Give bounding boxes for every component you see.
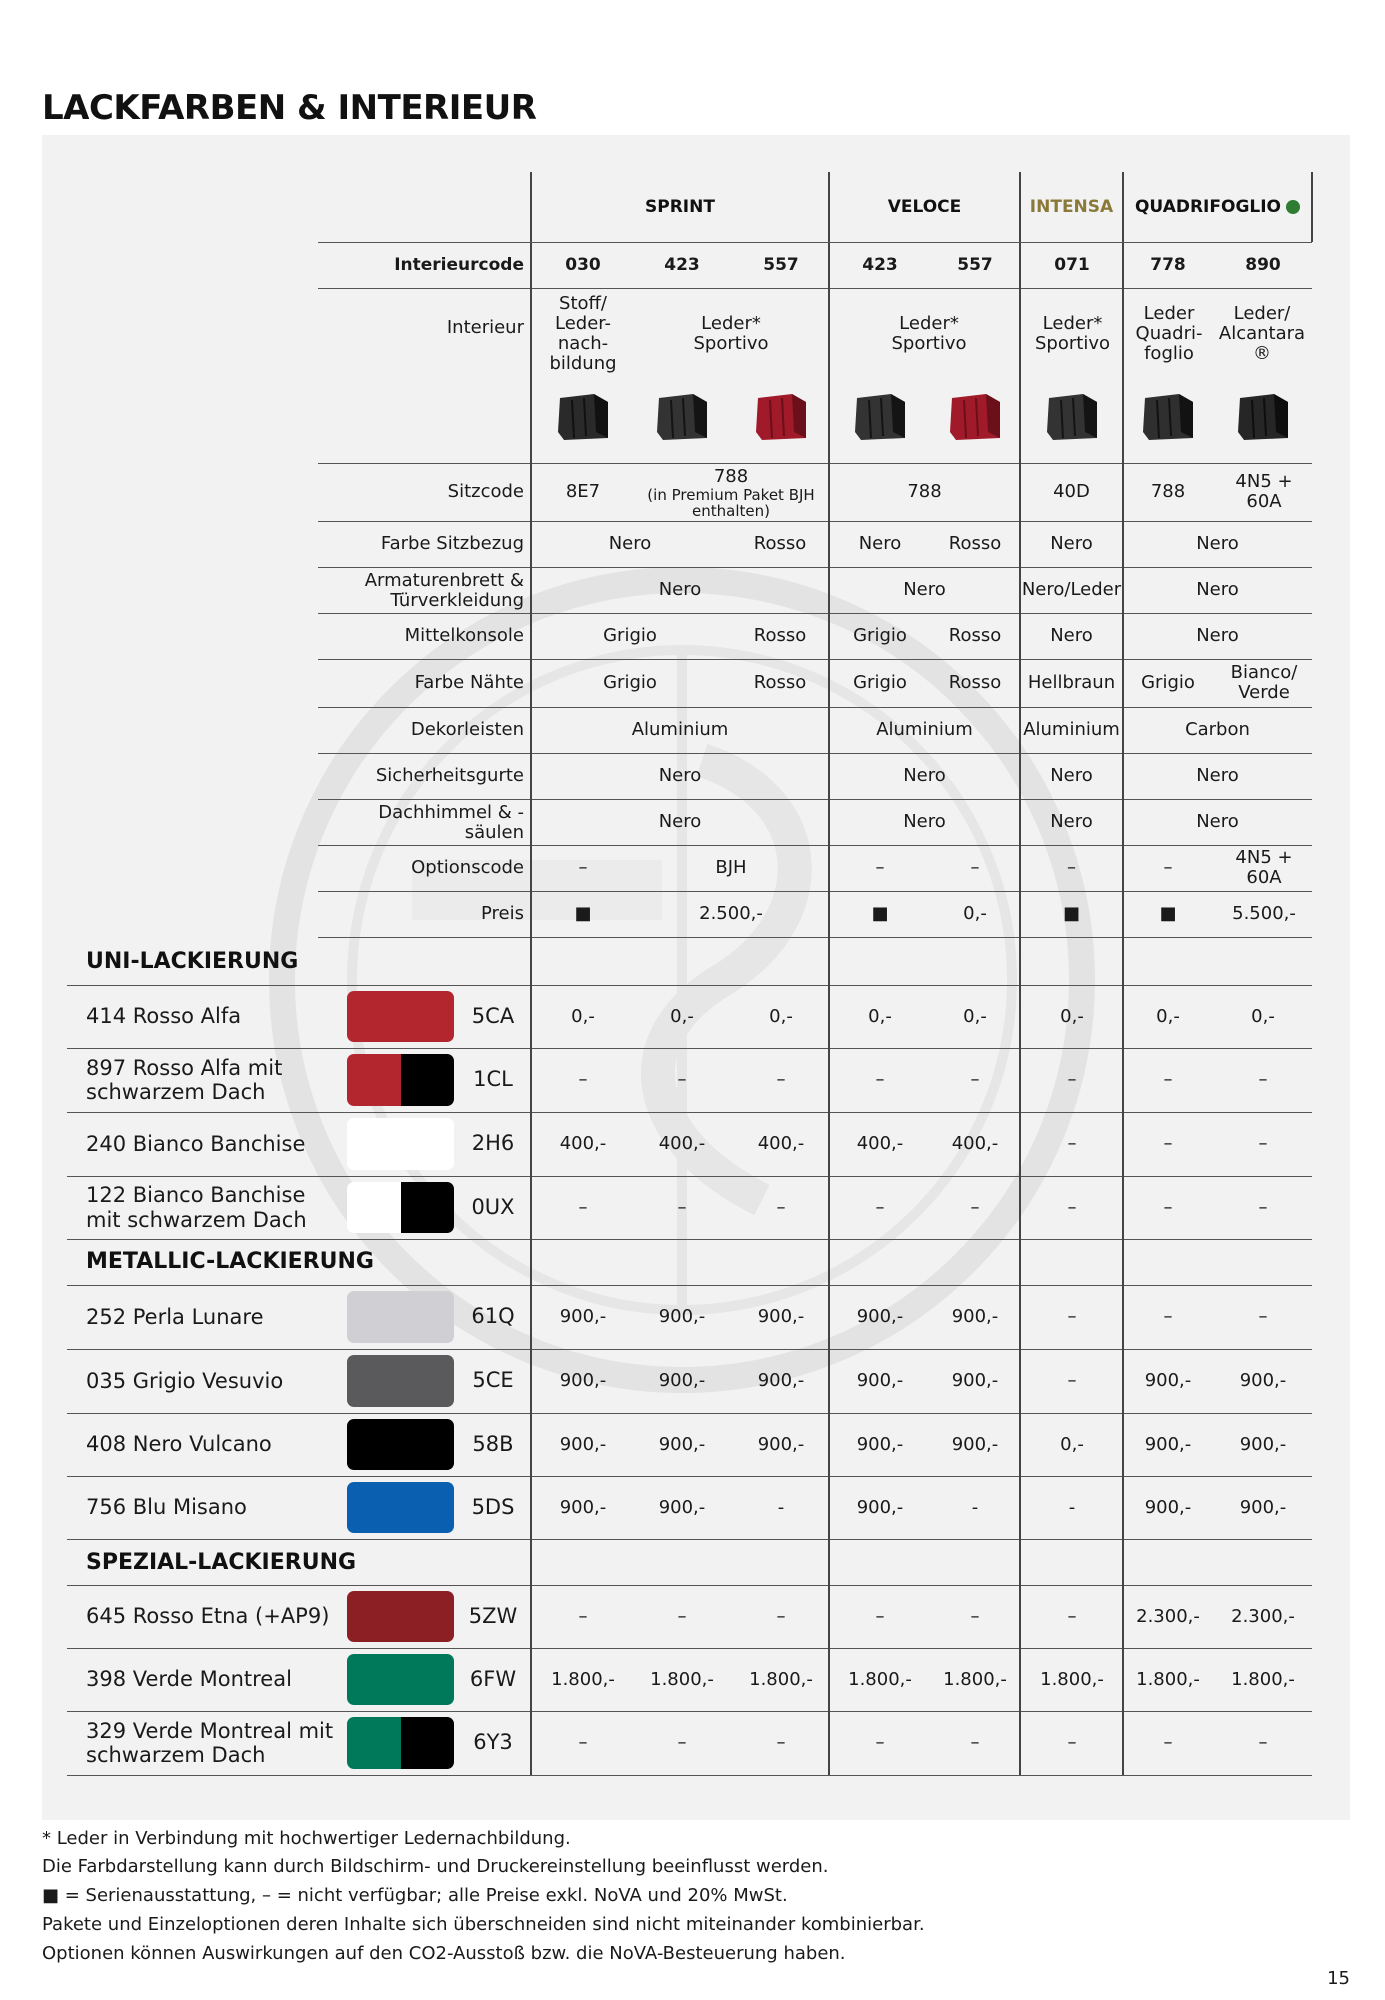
row-label-preis: Preis — [481, 903, 524, 925]
paint-price: 400,- — [951, 1133, 999, 1155]
paint-price: 900,- — [559, 1433, 607, 1455]
swatch-color — [347, 1291, 454, 1343]
paint-price: – — [1067, 1069, 1077, 1091]
trim-header-sprint: SPRINT — [645, 196, 715, 217]
paint-code: 58B — [472, 1431, 514, 1456]
naehte-q890: Bianco/ Verde — [1230, 662, 1298, 703]
paint-name: 414 Rosso Alfa — [86, 1004, 242, 1029]
footnote-line: * Leder in Verbindung mit hochwertiger Ledernachbildung. — [42, 1828, 571, 1849]
paint-price: 0,- — [963, 1005, 987, 1027]
sicherheitsgurte-intensa: Nero — [1050, 765, 1093, 787]
red-leather-seat-icon — [752, 392, 810, 442]
paint-price: – — [1067, 1133, 1077, 1155]
black-cloth-seat-icon — [554, 392, 612, 442]
armaturenbrett-veloce: Nero — [903, 579, 946, 601]
paint-price: 1.800,- — [749, 1668, 813, 1690]
paint-name: 756 Blu Misano — [86, 1495, 247, 1520]
paint-price: 900,- — [856, 1306, 904, 1328]
preis-030: ■ — [574, 903, 592, 925]
armaturenbrett-quadri: Nero — [1196, 579, 1239, 601]
paint-price: 900,- — [856, 1370, 904, 1392]
paint-price: 2.300,- — [1136, 1605, 1200, 1627]
paint-price: 400,- — [658, 1133, 706, 1155]
paint-price: 0,- — [1156, 1005, 1180, 1027]
footnote-line: Pakete und Einzeloptionen deren Inhalte sich überschneiden sind nicht miteinander kombinierbar. — [42, 1914, 925, 1935]
dachhimmel-veloce: Nero — [903, 811, 946, 833]
interior-name-sprint-leder: Leder* Sportivo — [693, 313, 769, 354]
paint-code: 5ZW — [468, 1603, 518, 1628]
paint-price: – — [1067, 1306, 1077, 1328]
paint-price: – — [1258, 1133, 1268, 1155]
paint-name: 035 Grigio Vesuvio — [86, 1368, 284, 1393]
paint-price: 400,- — [559, 1133, 607, 1155]
paint-price: – — [677, 1069, 687, 1091]
paint-price: 900,- — [1144, 1370, 1192, 1392]
paint-price: – — [677, 1605, 687, 1627]
paint-price: – — [578, 1196, 588, 1218]
black-quadrifoglio-seat-icon — [1139, 392, 1197, 442]
paint-name: 122 Bianco Banchise mit schwarzem Dach — [86, 1183, 307, 1232]
paint-price: – — [776, 1605, 786, 1627]
paint-swatch — [347, 1054, 454, 1106]
paint-price: 1.800,- — [1231, 1668, 1295, 1690]
paint-price: 900,- — [757, 1306, 805, 1328]
sitzbezug-quadri: Nero — [1196, 533, 1239, 555]
paint-price: – — [1067, 1370, 1077, 1392]
sicherheitsgurte-veloce: Nero — [903, 765, 946, 787]
swatch-color — [347, 1591, 454, 1642]
paint-price: 900,- — [1239, 1370, 1287, 1392]
swatch-color — [347, 1182, 401, 1233]
interior-name-stoff: Stoff/ Leder- nach- bildung — [549, 293, 617, 374]
paint-price: 1.800,- — [848, 1668, 912, 1690]
dachhimmel-intensa: Nero — [1050, 811, 1093, 833]
swatch-color — [347, 1054, 401, 1106]
trim-header-veloce: VELOCE — [887, 196, 962, 217]
header-divider — [318, 242, 1312, 243]
paint-price: 900,- — [1239, 1433, 1287, 1455]
paint-price: – — [970, 1605, 980, 1627]
paint-name: 398 Verde Montreal — [86, 1667, 292, 1692]
swatch-color — [347, 1717, 401, 1769]
row-label-sicherheitsgurte: Sicherheitsgurte — [375, 765, 524, 787]
swatch-color — [401, 1054, 455, 1106]
paint-price: 900,- — [559, 1370, 607, 1392]
sitzbezug-veloce-nero: Nero — [858, 533, 902, 555]
paint-price: 900,- — [951, 1306, 999, 1328]
paint-price: 900,- — [1144, 1496, 1192, 1518]
sitzbezug-intensa: Nero — [1050, 533, 1093, 555]
sitzbezug-sprint-nero: Nero — [608, 533, 652, 555]
paint-name: 329 Verde Montreal mit schwarzem Dach — [86, 1718, 334, 1767]
interior-code: 423 — [664, 254, 700, 275]
sitzcode-sprint-788: 788 — [713, 466, 749, 488]
interior-code: 778 — [1150, 254, 1186, 275]
dekorleisten-intensa: Aluminium — [1023, 719, 1120, 741]
paint-price: 900,- — [951, 1370, 999, 1392]
paint-code: 5CE — [472, 1368, 514, 1393]
preis-intensa: ■ — [1062, 903, 1080, 925]
preis-v557: 0,- — [963, 903, 987, 925]
paint-price: – — [677, 1732, 687, 1754]
swatch-color — [401, 1182, 455, 1233]
paint-price: – — [875, 1069, 885, 1091]
paint-price: – — [1067, 1196, 1077, 1218]
sicherheitsgurte-quadri: Nero — [1196, 765, 1239, 787]
paint-code: 1CL — [473, 1067, 513, 1092]
footnote-line: Optionen können Auswirkungen auf den CO2-Ausstoß bzw. die NoVA-Besteuerung haben. — [42, 1943, 846, 1964]
group-divider — [1019, 172, 1021, 1775]
swatch-color — [347, 1482, 454, 1533]
optionscode-030: – — [578, 857, 588, 879]
interior-name-veloce-leder: Leder* Sportivo — [891, 313, 967, 354]
sitzcode-veloce: 788 — [907, 481, 942, 503]
paint-price: – — [578, 1732, 588, 1754]
quadrifoglio-clover-icon — [1286, 200, 1300, 214]
paint-swatch — [347, 1291, 454, 1343]
row-divider — [67, 1775, 1312, 1776]
paint-swatch — [347, 1591, 454, 1642]
paint-price: 900,- — [1239, 1496, 1287, 1518]
sitzcode-sprint-note: (in Premium Paket BJH enthalten) — [647, 485, 815, 520]
paint-price: 0,- — [769, 1005, 793, 1027]
row-label-farbe_sitzbezug: Farbe Sitzbezug — [380, 533, 524, 555]
row-label-optionscode: Optionscode — [411, 857, 524, 879]
paint-price: 1.800,- — [1040, 1668, 1104, 1690]
sitzcode-q890: 4N5 + 60A — [1235, 471, 1293, 512]
paint-code: 2H6 — [471, 1131, 515, 1156]
paint-price: 0,- — [1060, 1433, 1084, 1455]
optionscode-v423: – — [875, 857, 885, 879]
paint-price: 1.800,- — [650, 1668, 714, 1690]
paint-price: – — [776, 1069, 786, 1091]
preis-v423: ■ — [871, 903, 889, 925]
interior-code: 557 — [957, 254, 993, 275]
paint-swatch — [347, 1118, 454, 1170]
mittelkonsole-veloce-grigio: Grigio — [853, 625, 907, 647]
sitzbezug-veloce-rosso: Rosso — [948, 533, 1002, 555]
naehte-sprint-grigio: Grigio — [603, 672, 657, 694]
paint-price: 900,- — [658, 1306, 706, 1328]
paint-swatch — [347, 1482, 454, 1533]
naehte-veloce-rosso: Rosso — [948, 672, 1002, 694]
preis-q890: 5.500,- — [1232, 903, 1296, 925]
row-label-mittelkonsole: Mittelkonsole — [404, 625, 524, 647]
paint-price: 900,- — [757, 1433, 805, 1455]
dachhimmel-quadri: Nero — [1196, 811, 1239, 833]
paint-price: – — [1258, 1069, 1268, 1091]
row-label-interieur: Interieur — [446, 317, 524, 338]
paint-price: 900,- — [658, 1370, 706, 1392]
paint-price: – — [1258, 1732, 1268, 1754]
paint-name: 645 Rosso Etna (+AP9) — [86, 1604, 330, 1629]
row-divider — [318, 937, 1312, 938]
paint-code: 6FW — [469, 1666, 517, 1691]
footnote-line: Die Farbdarstellung kann durch Bildschirm- und Druckereinstellung beeinflusst werden. — [42, 1856, 829, 1877]
paint-price: – — [1163, 1306, 1173, 1328]
paint-price: – — [970, 1196, 980, 1218]
swatch-color — [347, 1118, 454, 1170]
swatch-color — [347, 1419, 454, 1470]
row-divider — [67, 1539, 1312, 1540]
paint-price: – — [1258, 1306, 1268, 1328]
paint-name: 897 Rosso Alfa mit schwarzem Dach — [86, 1055, 283, 1104]
trim-header-intensa: INTENSA — [1029, 196, 1114, 217]
interior-name-intensa-leder: Leder* Sportivo — [1035, 313, 1110, 354]
mittelkonsole-veloce-rosso: Rosso — [948, 625, 1002, 647]
armaturenbrett-sprint: Nero — [658, 579, 702, 601]
paint-price: 900,- — [1144, 1433, 1192, 1455]
paint-code: 0UX — [471, 1194, 515, 1219]
row-label-dachhimmel: Dachhimmel & -säulen — [378, 802, 524, 843]
black-leather-seat-icon — [653, 392, 711, 442]
mittelkonsole-sprint-grigio: Grigio — [603, 625, 657, 647]
paint-price: 0,- — [1251, 1005, 1275, 1027]
optionscode-q890: 4N5 + 60A — [1235, 847, 1293, 888]
naehte-veloce-grigio: Grigio — [853, 672, 907, 694]
preis-q778: ■ — [1159, 903, 1177, 925]
red-leather-seat-icon — [946, 392, 1004, 442]
paint-price: 2.300,- — [1231, 1605, 1295, 1627]
paint-swatch — [347, 1182, 454, 1233]
dekorleisten-veloce: Aluminium — [876, 719, 973, 741]
paint-swatch — [347, 1419, 454, 1470]
dekorleisten-quadri: Carbon — [1185, 719, 1250, 741]
group-divider — [530, 172, 532, 1775]
row-label-dekorleisten: Dekorleisten — [410, 719, 524, 741]
paint-code: 5DS — [471, 1494, 515, 1519]
paint-swatch — [347, 991, 454, 1042]
swatch-color — [401, 1717, 455, 1769]
paint-price: – — [578, 1069, 588, 1091]
paint-price: – — [875, 1732, 885, 1754]
naehte-intensa: Hellbraun — [1027, 672, 1116, 694]
section-title: UNI-LACKIERUNG — [86, 948, 299, 974]
row-label-sitzcode: Sitzcode — [447, 481, 524, 503]
paint-price: 900,- — [951, 1433, 999, 1455]
interior-code: 423 — [862, 254, 898, 275]
mittelkonsole-quadri: Nero — [1196, 625, 1239, 647]
page-number: 15 — [1327, 1968, 1350, 1989]
paint-price: 900,- — [856, 1433, 904, 1455]
paint-price: – — [1067, 1732, 1077, 1754]
paint-price: – — [1163, 1196, 1173, 1218]
page-title: LACKFARBEN & INTERIEUR — [42, 88, 537, 128]
paint-name: 240 Bianco Banchise — [86, 1131, 306, 1156]
group-divider — [1122, 172, 1124, 1775]
sitzcode-q778: 788 — [1150, 481, 1186, 503]
paint-price: – — [875, 1605, 885, 1627]
paint-price: 400,- — [757, 1133, 805, 1155]
row-divider — [67, 1239, 1312, 1240]
paint-price: – — [970, 1732, 980, 1754]
paint-price: – — [875, 1196, 885, 1218]
black-leather-seat-icon — [1043, 392, 1101, 442]
black-leather-seat-icon — [851, 392, 909, 442]
trim-header-quadrifoglio: QUADRIFOGLIO — [1123, 185, 1312, 229]
optionscode-sprint: BJH — [715, 857, 747, 879]
paint-price: – — [1067, 1605, 1077, 1627]
interior-code: 071 — [1054, 254, 1090, 275]
swatch-color — [347, 1654, 454, 1705]
section-title: SPEZIAL-LACKIERUNG — [86, 1549, 357, 1575]
paint-price: - — [777, 1496, 785, 1518]
row-label-armaturenbrett: Armaturenbrett & Türverkleidung — [364, 570, 524, 611]
paint-price: 0,- — [1060, 1005, 1084, 1027]
table-right-edge — [1311, 172, 1313, 242]
sitzbezug-sprint-rosso: Rosso — [753, 533, 807, 555]
paint-code: 61Q — [471, 1304, 515, 1329]
paint-price: – — [1258, 1196, 1268, 1218]
interior-name-quadri-leder: Leder Quadri- foglio — [1135, 303, 1203, 364]
paint-price: 1.800,- — [1136, 1668, 1200, 1690]
paint-price: 1.800,- — [551, 1668, 615, 1690]
footnote-line: ■ = Serienausstattung, – = nicht verfügbar; alle Preise exkl. NoVA und 20% MwSt. — [42, 1885, 788, 1906]
naehte-sprint-rosso: Rosso — [753, 672, 807, 694]
paint-price: - — [1068, 1496, 1076, 1518]
section-title: METALLIC-LACKIERUNG — [86, 1248, 374, 1274]
mittelkonsole-sprint-rosso: Rosso — [753, 625, 807, 647]
interior-code: 890 — [1245, 254, 1281, 275]
paint-price: – — [776, 1732, 786, 1754]
paint-swatch — [347, 1654, 454, 1705]
paint-price: 900,- — [559, 1306, 607, 1328]
paint-price: – — [776, 1196, 786, 1218]
sitzcode-8e7: 8E7 — [565, 481, 601, 503]
sitzcode-intensa: 40D — [1053, 481, 1090, 503]
optionscode-q778: – — [1163, 857, 1173, 879]
paint-code: 6Y3 — [473, 1730, 513, 1755]
paint-price: – — [1163, 1069, 1173, 1091]
paint-price: 900,- — [757, 1370, 805, 1392]
optionscode-v557: – — [970, 857, 980, 879]
paint-swatch — [347, 1355, 454, 1407]
swatch-color — [347, 1355, 454, 1407]
paint-price: 0,- — [670, 1005, 694, 1027]
paint-swatch — [347, 1717, 454, 1769]
row-label-farbe_naehte: Farbe Nähte — [414, 672, 524, 694]
paint-code: 5CA — [471, 1003, 515, 1028]
group-divider — [828, 172, 830, 1775]
paint-price: 1.800,- — [943, 1668, 1007, 1690]
sicherheitsgurte-sprint: Nero — [658, 765, 702, 787]
paint-price: - — [971, 1496, 979, 1518]
paint-price: – — [578, 1605, 588, 1627]
paint-name: 408 Nero Vulcano — [86, 1432, 272, 1457]
black-alcantara-seat-icon — [1234, 392, 1292, 442]
paint-price: 900,- — [658, 1433, 706, 1455]
optionscode-intensa: – — [1067, 857, 1076, 879]
paint-price: 0,- — [868, 1005, 892, 1027]
paint-price: – — [970, 1069, 980, 1091]
paint-price: 400,- — [856, 1133, 904, 1155]
paint-price: – — [1163, 1732, 1173, 1754]
row-label-interieurcode: Interieurcode — [394, 254, 524, 275]
armaturenbrett-intensa: Nero/Leder — [1021, 579, 1122, 601]
paint-price: – — [1163, 1133, 1173, 1155]
paint-price: – — [677, 1196, 687, 1218]
interior-code: 030 — [565, 254, 601, 275]
paint-name: 252 Perla Lunare — [86, 1304, 264, 1329]
swatch-color — [347, 991, 454, 1042]
dekorleisten-sprint: Aluminium — [631, 719, 729, 741]
paint-price: 900,- — [559, 1496, 607, 1518]
mittelkonsole-intensa: Nero — [1050, 625, 1093, 647]
naehte-q778: Grigio — [1141, 672, 1195, 694]
dachhimmel-sprint: Nero — [658, 811, 702, 833]
paint-price: 900,- — [658, 1496, 706, 1518]
paint-price: 0,- — [571, 1005, 595, 1027]
interior-code: 557 — [763, 254, 799, 275]
paint-price: 900,- — [856, 1496, 904, 1518]
preis-sprint: 2.500,- — [699, 903, 763, 925]
interior-name-quadri-alcantara: Leder/ Alcantara ® — [1218, 303, 1306, 364]
